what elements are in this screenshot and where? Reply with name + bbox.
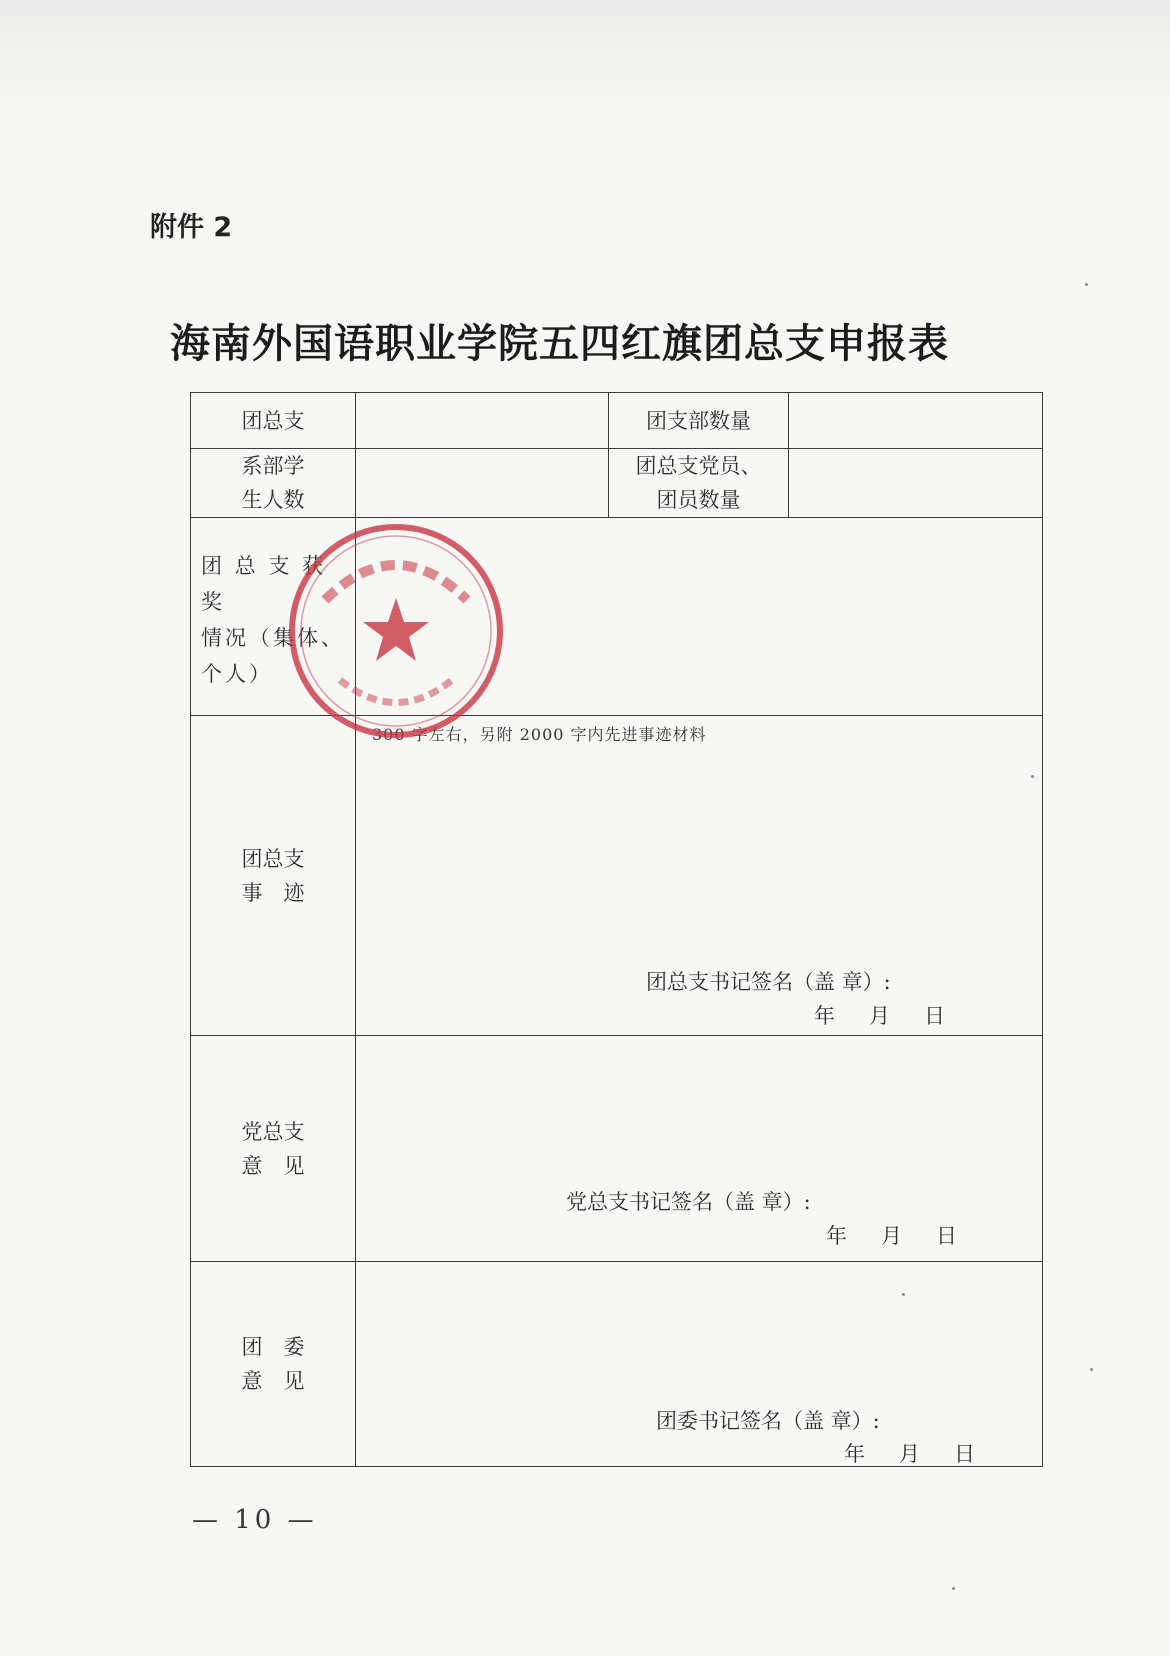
field-league-opinion[interactable] bbox=[356, 1262, 1043, 1467]
scan-speck bbox=[902, 1293, 905, 1296]
deeds-hint: 300 字左右，另附 2000 字内先进事迹材料 bbox=[372, 725, 707, 744]
row-student-count bbox=[191, 449, 1043, 518]
deeds-date: 年 月 日 bbox=[814, 1004, 947, 1028]
party-signature-label: 党总支书记签名（盖 章）: bbox=[566, 1190, 811, 1214]
scan-speck bbox=[1090, 1368, 1093, 1371]
row-league-opinion bbox=[191, 1262, 1043, 1467]
label-student-count: 系部学 生人数 bbox=[191, 449, 356, 518]
label-league-opinion: 团 委 意 见 bbox=[191, 1262, 356, 1467]
label-awards: 团 总 支 获 奖 情况（集体、 个人） bbox=[191, 518, 356, 716]
party-date: 年 月 日 bbox=[826, 1224, 959, 1248]
field-awards[interactable] bbox=[356, 518, 1043, 716]
scan-speck bbox=[952, 1587, 955, 1590]
scan-speck bbox=[1085, 283, 1088, 286]
application-form-table bbox=[190, 392, 1043, 1467]
row-awards bbox=[191, 518, 1043, 716]
field-party-opinion[interactable] bbox=[356, 1036, 1043, 1262]
bleed-through-text bbox=[40, 18, 1130, 78]
attachment-label: 附件 2 bbox=[150, 212, 233, 243]
form-title: 海南外国语职业学院五四红旗团总支申报表 bbox=[170, 321, 949, 367]
league-date: 年 月 日 bbox=[844, 1442, 977, 1466]
label-branch-count: 团支部数量 bbox=[609, 393, 789, 449]
scan-speck bbox=[1031, 775, 1034, 778]
label-party-opinion: 党总支 意 见 bbox=[191, 1036, 356, 1262]
field-deeds[interactable] bbox=[356, 716, 1043, 1036]
field-student-count[interactable] bbox=[356, 449, 609, 518]
row-deeds bbox=[191, 716, 1043, 1036]
field-league-branch[interactable] bbox=[356, 393, 609, 449]
deeds-signature-label: 团总支书记签名（盖 章）: bbox=[646, 970, 891, 994]
label-league-branch: 团总支 bbox=[191, 393, 356, 449]
label-member-count: 团总支党员、 团员数量 bbox=[609, 449, 789, 518]
row-league-branch bbox=[191, 393, 1043, 449]
field-branch-count[interactable] bbox=[789, 393, 1043, 449]
field-member-count[interactable] bbox=[789, 449, 1043, 518]
label-deeds: 团总支 事 迹 bbox=[191, 716, 356, 1036]
row-party-opinion bbox=[191, 1036, 1043, 1262]
league-signature-label: 团委书记签名（盖 章）: bbox=[656, 1409, 880, 1433]
page-number: — 10 — bbox=[192, 1505, 318, 1535]
